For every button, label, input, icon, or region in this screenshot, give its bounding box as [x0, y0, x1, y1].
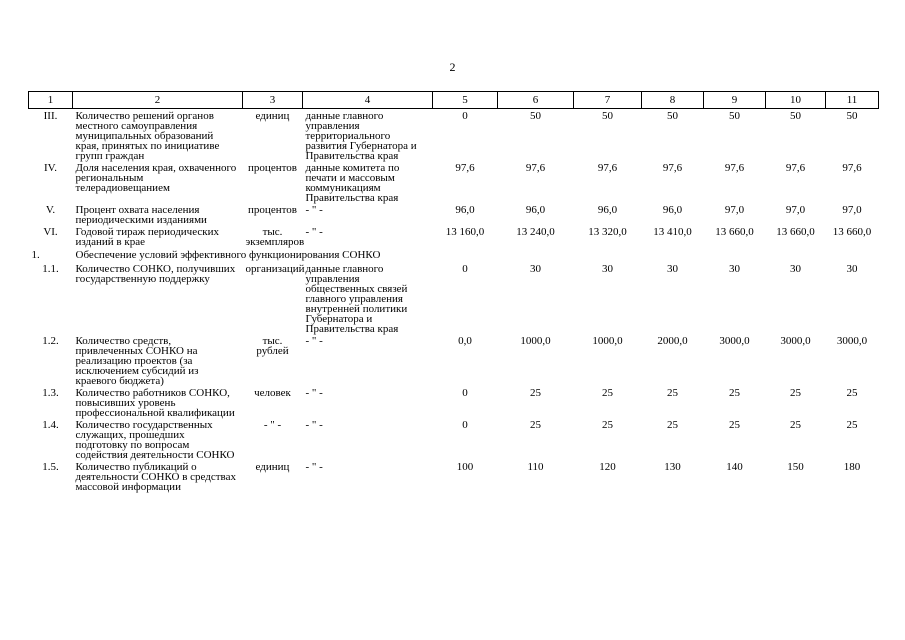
row-number: 1.5. — [42, 461, 59, 473]
value-cell: 150 — [787, 461, 804, 473]
value-cell: 0 — [462, 419, 468, 431]
value-cell: 25 — [602, 387, 613, 399]
value-cell: 50 — [667, 110, 678, 122]
value-cell: 97,6 — [455, 162, 475, 174]
value-cell: 30 — [602, 263, 613, 275]
value-cell: 0 — [462, 387, 468, 399]
table-row — [29, 386, 879, 418]
unit-of-measure: организаций — [245, 263, 305, 275]
indicator-name: Процент охвата населения периодическими изданиями — [75, 204, 207, 226]
row-number: 1.4. — [42, 419, 59, 431]
row-number: III. — [43, 110, 58, 122]
data-source: данные комитета по печати и массовым коммуникациям Правительства края — [305, 162, 400, 204]
value-cell: 3000,0 — [780, 335, 811, 347]
data-source: - " - — [305, 335, 323, 347]
value-cell: 3000,0 — [719, 335, 750, 347]
value-cell: 13 660,0 — [832, 226, 872, 238]
value-cell: 50 — [729, 110, 740, 122]
section-title: Обеспечение условий эффективного функционирования СОНКО — [75, 249, 381, 261]
value-cell: 130 — [664, 461, 681, 473]
value-cell: 25 — [602, 419, 613, 431]
header-cell: 3 — [243, 92, 303, 109]
value-cell: 13 240,0 — [516, 226, 555, 238]
header-cell: 6 — [498, 92, 574, 109]
section-row — [29, 247, 879, 262]
value-cell: 97,6 — [785, 162, 806, 174]
unit-of-measure: единиц — [255, 461, 290, 473]
value-cell: 3000,0 — [836, 335, 868, 347]
unit-of-measure: тыс. рублей — [256, 335, 289, 357]
value-cell: 13 660,0 — [715, 226, 754, 238]
value-cell: 25 — [790, 387, 801, 399]
row-number: VI. — [43, 226, 58, 238]
value-cell: 110 — [527, 461, 544, 473]
data-source: - " - — [305, 226, 323, 238]
header-cell: 8 — [642, 92, 704, 109]
value-cell: 96,0 — [525, 204, 546, 216]
table-row — [29, 460, 879, 492]
table-row — [29, 203, 879, 225]
header-cell: 10 — [766, 92, 826, 109]
data-source: - " - — [305, 419, 323, 431]
value-cell: 30 — [667, 263, 678, 275]
header-cell: 9 — [704, 92, 766, 109]
value-cell: 97,0 — [785, 204, 806, 216]
value-cell: 96,0 — [455, 204, 475, 216]
value-cell: 25 — [530, 419, 541, 431]
value-cell: 13 660,0 — [776, 226, 815, 238]
header-cell: 7 — [574, 92, 642, 109]
data-source: - " - — [305, 461, 323, 473]
indicator-name: Количество средств, привлеченных СОНКО на реализацию проектов (за исключением субсидий из краевого бюджета) — [75, 335, 199, 387]
value-cell: 0,0 — [458, 335, 472, 347]
header-cell: 1 — [29, 92, 73, 109]
table-body — [29, 109, 879, 493]
value-cell: 0 — [462, 263, 468, 275]
value-cell: 25 — [846, 387, 858, 399]
value-cell: 97,0 — [724, 204, 745, 216]
value-cell: 13 320,0 — [588, 226, 627, 238]
value-cell: 13 160,0 — [445, 226, 485, 238]
value-cell: 140 — [726, 461, 743, 473]
page-number: 2 — [449, 60, 456, 74]
value-cell: 25 — [729, 387, 740, 399]
unit-of-measure: - " - — [263, 419, 282, 431]
unit-of-measure: процентов — [248, 204, 297, 216]
table-row — [29, 418, 879, 460]
header-cell: 4 — [303, 92, 433, 109]
table-row — [29, 161, 879, 203]
indicator-name: Доля населения края, охваченного региональным телерадиовещанием — [75, 162, 237, 194]
value-cell: 97,6 — [662, 162, 683, 174]
value-cell: 25 — [530, 387, 541, 399]
value-cell: 1000,0 — [592, 335, 623, 347]
value-cell: 13 410,0 — [653, 226, 692, 238]
unit-of-measure: тыс. экземпляров — [245, 226, 305, 248]
data-source: - " - — [305, 387, 323, 399]
header-row — [29, 92, 879, 109]
header-cell: 11 — [826, 92, 879, 109]
row-number: V. — [45, 204, 56, 216]
section-number: 1. — [31, 249, 40, 261]
header-cell: 2 — [73, 92, 243, 109]
value-cell: 97,6 — [525, 162, 546, 174]
data-source: данные главного управления общественных связей главного управления внутренней политики Губернатора и Правительства края — [305, 263, 408, 335]
value-cell: 97,0 — [842, 204, 862, 216]
value-cell: 100 — [456, 461, 474, 473]
value-cell: 96,0 — [662, 204, 683, 216]
value-cell: 96,0 — [597, 204, 618, 216]
value-cell: 25 — [667, 419, 678, 431]
indicator-name: Количество работников СОНКО, повысивших уровень профессиональной квалификации — [75, 387, 235, 419]
value-cell: 50 — [790, 110, 801, 122]
unit-of-measure: процентов — [248, 162, 297, 174]
value-cell: 30 — [846, 263, 858, 275]
value-cell: 25 — [729, 419, 740, 431]
indicator-name: Годовой тираж периодических изданий в крае — [75, 226, 219, 248]
row-number: 1.2. — [42, 335, 59, 347]
data-source: - " - — [305, 204, 323, 216]
value-cell: 50 — [530, 110, 541, 122]
value-cell: 0 — [462, 110, 468, 122]
header-cell: 5 — [433, 92, 498, 109]
data-source: данные главного управления территориального развития Губернатора и Правительства края — [305, 110, 417, 162]
row-number: 1.3. — [42, 387, 59, 399]
table-row — [29, 225, 879, 247]
table-header — [29, 92, 879, 109]
row-number: 1.1. — [42, 263, 59, 275]
value-cell: 25 — [846, 419, 858, 431]
indicators-table — [28, 91, 879, 492]
value-cell: 25 — [790, 419, 801, 431]
value-cell: 50 — [846, 110, 858, 122]
unit-of-measure: человек — [254, 387, 291, 399]
table-row — [29, 109, 879, 162]
table-row — [29, 334, 879, 386]
row-number: IV. — [44, 162, 57, 174]
indicator-name: Количество решений органов местного самоуправления муниципальных образований края, принятых по инициативе групп граждан — [75, 110, 220, 162]
value-cell: 30 — [729, 263, 740, 275]
value-cell: 25 — [667, 387, 678, 399]
indicator-name: Количество публикаций о деятельности СОНКО в средствах массовой информации — [75, 461, 236, 493]
value-cell: 97,6 — [597, 162, 618, 174]
value-cell: 50 — [602, 110, 613, 122]
value-cell: 1000,0 — [520, 335, 551, 347]
value-cell: 2000,0 — [657, 335, 688, 347]
value-cell: 97,6 — [842, 162, 862, 174]
table-row — [29, 262, 879, 334]
value-cell: 30 — [530, 263, 541, 275]
indicator-name: Количество СОНКО, получивших государственную поддержку — [75, 263, 236, 285]
value-cell: 180 — [843, 461, 861, 473]
indicator-name: Количество государственных служащих, прошедших подготовку по вопросам содействия деятельности СОНКО — [75, 419, 235, 461]
value-cell: 97,6 — [724, 162, 745, 174]
unit-of-measure: единиц — [255, 110, 290, 122]
value-cell: 30 — [790, 263, 801, 275]
value-cell: 120 — [599, 461, 616, 473]
